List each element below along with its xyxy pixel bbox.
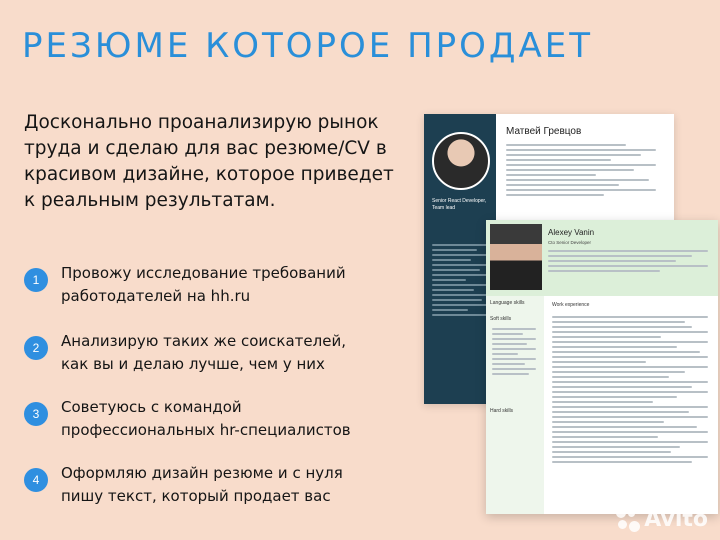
- resume-name: Alexey Vanin: [548, 228, 595, 237]
- steps-list: [24, 262, 374, 528]
- resume-preview-2: [486, 220, 718, 514]
- resume-name: Матвей Гревцов: [506, 126, 582, 137]
- avito-logo-icon: [616, 508, 640, 532]
- avito-watermark: [616, 507, 708, 532]
- resume-section-label: Work experience: [552, 302, 590, 308]
- resume-section-label: Soft skills: [490, 316, 512, 322]
- resume-sidebar-lines: [432, 244, 488, 319]
- resume-text-lines: [506, 144, 656, 199]
- intro-text: Досконально проанализирую рынок труда и сделаю для вас резюме/CV в красивом дизайне, которое приведет к реальным результатам.: [24, 112, 394, 211]
- avito-label: Avito: [644, 507, 708, 532]
- resume-text-lines: [548, 250, 708, 275]
- list-item: [24, 462, 374, 508]
- avatar: [490, 224, 542, 290]
- step-text: Провожу исследование требований работодателей на hh.ru: [61, 264, 346, 305]
- list-item: [24, 262, 374, 308]
- step-text: Оформляю дизайн резюме и с нуля пишу текст, который продает вас: [61, 464, 343, 505]
- step-text: Анализирую таких же соискателей, как вы и делаю лучше, чем у них: [61, 332, 346, 373]
- step-number-badge: 3: [24, 402, 48, 426]
- list-item: [24, 396, 374, 442]
- step-number-badge: 2: [24, 336, 48, 360]
- avatar: [432, 132, 490, 190]
- resume-role: Cto Senior Developer: [548, 240, 592, 245]
- step-number-badge: 4: [24, 468, 48, 492]
- step-text: Советуюсь с командой профессиональных hr-специалистов: [61, 398, 351, 439]
- list-item: [24, 330, 374, 376]
- step-number-badge: 1: [24, 268, 48, 292]
- resume-section-label: Language skills: [490, 300, 525, 306]
- resume-role: Senior React Developer, Team lead: [432, 198, 487, 211]
- resume-sidebar-lines: [492, 328, 536, 378]
- page-title: РЕЗЮМЕ КОТОРОЕ ПРОДАЕТ: [22, 26, 594, 66]
- resume-section-label: Hard skills: [490, 408, 514, 414]
- resume-text-lines: [552, 316, 708, 466]
